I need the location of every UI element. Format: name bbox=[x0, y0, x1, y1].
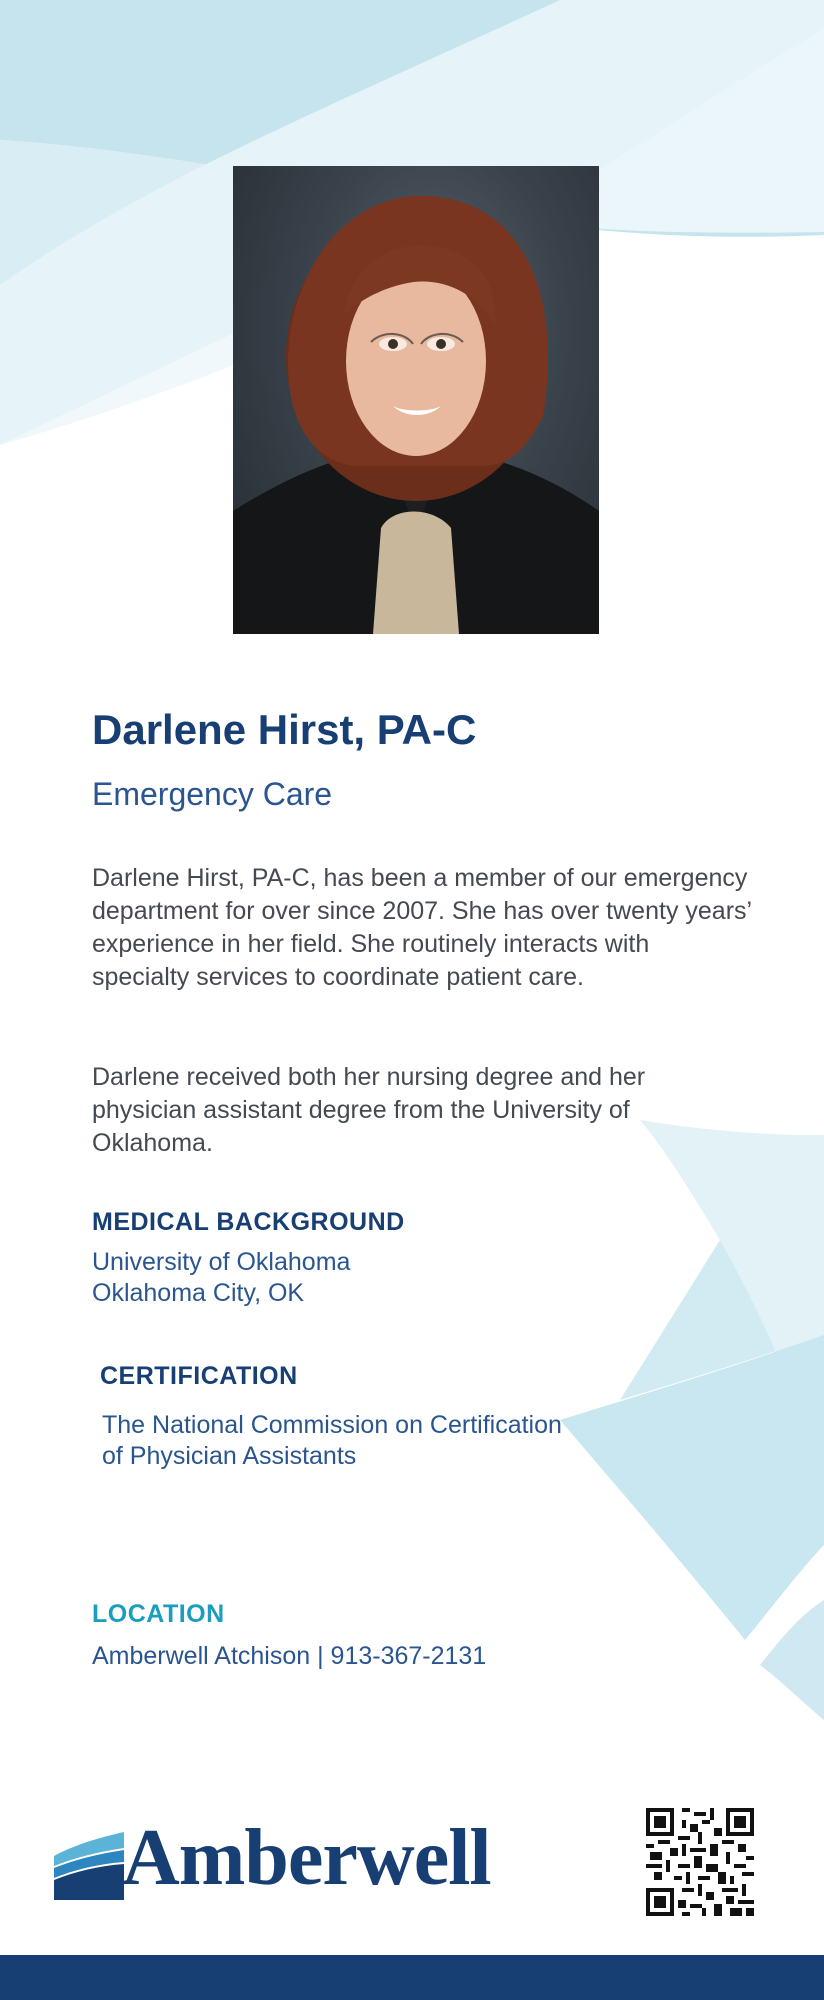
provider-specialty: Emergency Care bbox=[92, 776, 333, 812]
location-line: Amberwell Atchison | 913-367-2131 bbox=[92, 1642, 487, 1670]
certification-line-2: of Physician Assistants bbox=[102, 1442, 357, 1470]
qr-code-icon[interactable] bbox=[646, 1808, 754, 1916]
medical-background-line-2: Oklahoma City, OK bbox=[92, 1279, 305, 1307]
location-heading: LOCATION bbox=[92, 1600, 225, 1628]
certification-line-1: The National Commission on Certification bbox=[102, 1411, 562, 1439]
bio-paragraph-2: Darlene received both her nursing degree and her physician assistant degree from the University of Oklahoma. bbox=[92, 1063, 646, 1157]
amberwell-wave-mark-icon bbox=[52, 1826, 126, 1900]
profile-photo bbox=[233, 166, 599, 634]
provider-name: Darlene Hirst, PA-C bbox=[92, 706, 477, 753]
footer-bar bbox=[0, 1955, 824, 2000]
amberwell-logo: Amberwell bbox=[122, 1814, 491, 1902]
medical-background-line-1: University of Oklahoma bbox=[92, 1248, 351, 1276]
medical-background-heading: MEDICAL BACKGROUND bbox=[92, 1208, 405, 1236]
bio-paragraph-1: Darlene Hirst, PA-C, has been a member of our emergency department for over since 2007. She has over twenty years’ experience in her field. She routinely interacts with specialty services to coordinate patient care. bbox=[92, 864, 752, 991]
certification-heading: CERTIFICATION bbox=[100, 1362, 298, 1390]
